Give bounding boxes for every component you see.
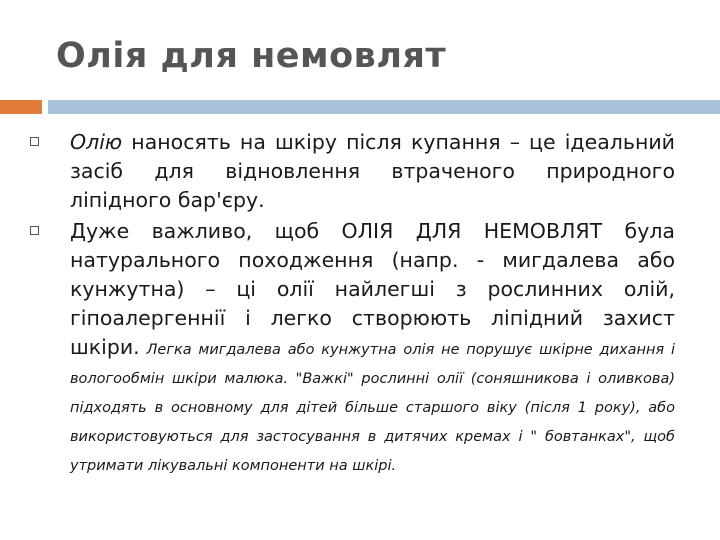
bullet-1-body: наносять на шкіру після купання – це ідеальний засіб для відновлення втраченого природного ліпідного бар'єру. — [70, 130, 675, 212]
slide-title: Олія для немовлят — [56, 36, 447, 76]
title-divider-bar — [48, 100, 720, 114]
square-bullet-icon — [30, 226, 39, 235]
bullet-item-1 — [30, 128, 675, 215]
bullet-2-text — [70, 217, 675, 478]
bullet-2-body: Дуже важливо, щоб ОЛІЯ ДЛЯ НЕМОВЛЯТ була натурального походження (напр. - мигдалева або кунжутна) – ці олії найлегші з рослинних олій, гіпоалергеннії і легко створюють ліпідний захист шкіри. — [70, 219, 675, 359]
bullet-2-note: Легка мигдалева або кунжутна олія не порушує шкірне дихання і вологообмін шкіри малюка. "Важкі" рослинні олії (соняшникова і оливкова) підходять в основному для дітей більше старшого віку (після 1 року), або використовуються для застосування в дитячих кремах і " бовтанках", щоб утримати лікувальні компоненти на шкірі. — [70, 342, 675, 474]
square-bullet-icon — [30, 137, 39, 146]
title-accent-bar — [0, 100, 42, 114]
bullet-1-lead: Олію — [70, 130, 123, 154]
bullet-list — [30, 128, 675, 478]
bullet-1-text — [70, 128, 675, 215]
bullet-item-2 — [30, 217, 675, 478]
